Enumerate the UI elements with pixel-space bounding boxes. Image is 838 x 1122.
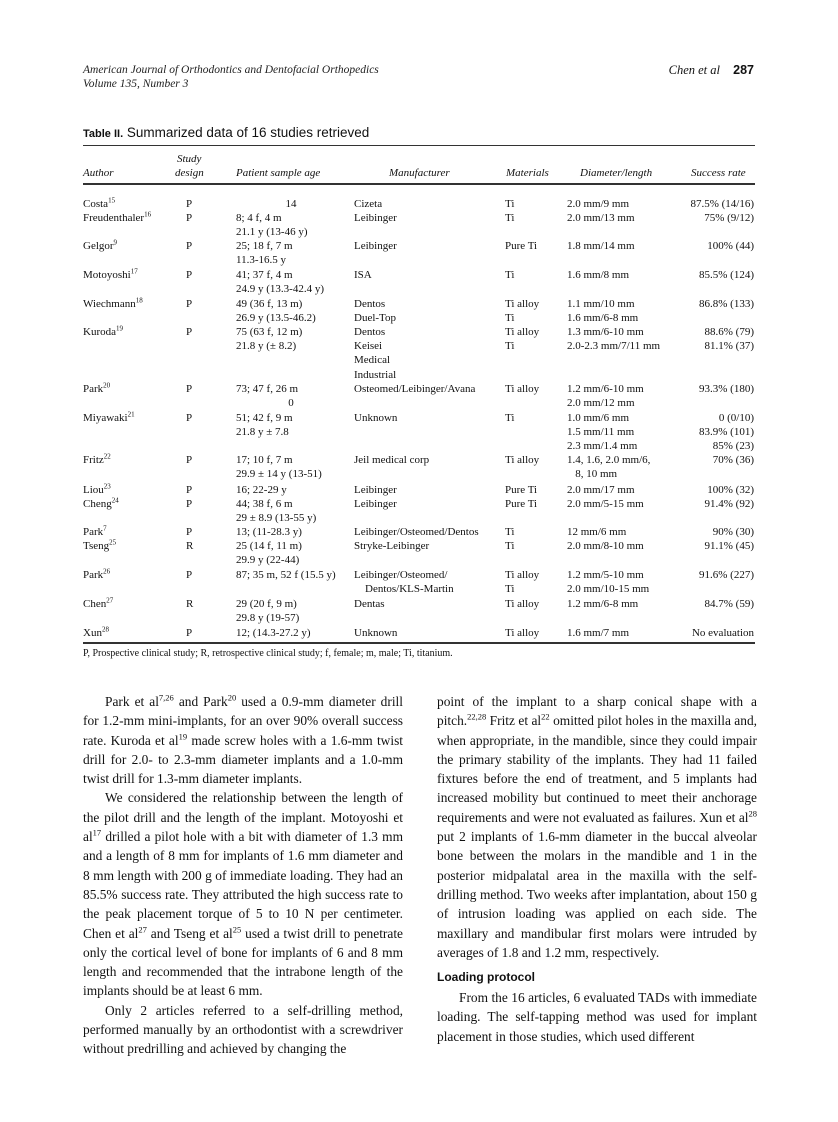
cell-materials: Ti alloy [505, 627, 540, 639]
cell-success: 83.9% (101) [699, 426, 754, 439]
cell-manufacturer: Cizeta [354, 198, 383, 210]
citation: 28 [101, 625, 109, 634]
cell-success: 90% (30) [712, 526, 754, 538]
cell-age: 17; 10 f, 7 m [236, 454, 293, 466]
cell-materials: Ti [505, 340, 515, 353]
cell-materials: Ti alloy [505, 598, 540, 610]
cell-diameter: 1.6 mm/8 mm [567, 269, 630, 281]
citation: 27 [106, 596, 114, 605]
journal-volume: Volume 135, Number 3 [83, 78, 189, 90]
paragraph: We considered the relationship between the length of the pilot drill and the length of the implant. Motoyoshi et $al^{17}$ drilled a pilot hole with a bit with diameter of 1.3 mm and a length of 8 mm for implants of 1.6 mm diameter and 8 mm length with 200 g of immediate loading. They had an 85.5% success rate. They attributed the high success rate to the peak placement torque of 5 to 10 N per centimeter. Chen et $al^{27}$ and Tseng et $al^{25}$ used a twist drill to penetrate only the cortical level of bone for implants of 6 and 8 mm length and recommended that the intrabone length of the implants should be at least 6 mm. [83, 790, 403, 999]
cell-author: Fritz$^{22}$ [83, 452, 111, 466]
cell-success: 70% (36) [712, 454, 754, 466]
cell-manufacturer: Osteomed/Leibinger/Avana [354, 383, 476, 395]
cell-age: 16; 22-29 y [236, 484, 287, 496]
citation: 15 [108, 196, 116, 205]
cell-design: P [186, 454, 193, 466]
page-number: 287 [733, 63, 754, 77]
cell-age: 11.3-16.5 y [236, 254, 287, 267]
cell-diameter: 2.3 mm/1.4 mm [567, 440, 638, 453]
cell-success: 91.4% (92) [704, 498, 754, 510]
cell-diameter: 2.0 mm/8-10 mm [567, 540, 644, 552]
table-header-rule [83, 183, 755, 185]
cell-materials: Ti alloy [505, 569, 540, 581]
citation: 22 [103, 452, 111, 461]
cell-manufacturer: Dentas [354, 598, 385, 610]
table-footnote: P, Prospective clinical study; R, retrospective clinical study; f, female; m, male; Ti, titanium. [83, 648, 453, 659]
citation: 16 [144, 210, 152, 219]
header-design-2: design [175, 167, 204, 179]
cell-age: 49 (36 f, 13 m) [236, 298, 303, 310]
cell-design: R [186, 540, 194, 552]
header-diameter: Diameter/length [580, 167, 653, 179]
cell-materials: Ti alloy [505, 298, 540, 310]
cell-materials: Ti [505, 269, 515, 281]
cell-diameter: 2.0-2.3 mm/7/11 mm [567, 340, 661, 353]
cell-author: Liou$^{23}$ [83, 482, 111, 496]
header-design-1: Study [177, 153, 202, 165]
cell-manufacturer: Leibinger [354, 484, 397, 496]
cell-design: P [186, 298, 193, 310]
cell-manufacturer: Leibinger [354, 240, 397, 252]
cell-manufacturer: Industrial [354, 368, 397, 381]
right-column [437, 692, 757, 1046]
cell-design: P [186, 326, 193, 338]
header-success: Success rate [691, 167, 746, 179]
cell-materials: Ti [505, 412, 515, 424]
cell-design: P [186, 569, 193, 581]
citation: 7 [103, 524, 107, 533]
cell-success: 87.5% (14/16) [690, 198, 754, 210]
cell-age: 8; 4 f, 4 m [236, 212, 282, 224]
cell-success: 93.3% (180) [699, 383, 754, 395]
cell-author: Gelgor$^9$ [83, 238, 118, 252]
cell-age: 44; 38 f, 6 m [236, 498, 293, 510]
cell-manufacturer: Leibinger/Osteomed/ [354, 569, 448, 581]
cell-manufacturer: Duel-Top [354, 312, 396, 325]
citation: 18 [135, 296, 143, 305]
cell-materials: Ti alloy [505, 454, 540, 466]
citation: 24 [111, 496, 119, 505]
header-age: Patient sample age [236, 167, 321, 179]
cell-manufacturer: Medical [354, 354, 391, 367]
cell-diameter: 1.1 mm/10 mm [567, 298, 635, 310]
paragraph: point of the implant to a sharp conical shape with a pitch.$^{22,28}$ Fritz et $al^{22}$ omitted pilot holes in the maxilla and, when appropriate, in the mandible, since they could impair the primary stability of the implants. They had 11 failed fixtures before the end of treatment, and 5 implants had increased mobility but continued to meet their anchorage requirements and were not evaluated as failures. Xun et $al^{28}$ put 2 implants of 1.6-mm diameter in the buccal alveolar bone between the molars in the mandible and 1 in the posterior midpalatal area in the maxilla with the self-drilling method. Two weeks after implantation, about 150 g of intrusion loading was applied on each side. The maxillary and mandibular first molars were intruded by averages of 1.8 and 1.2 mm, respectively. [437, 694, 757, 960]
cell-success: 85% (23) [712, 440, 754, 453]
cell-materials: Ti [505, 540, 515, 552]
cell-materials: Ti [505, 526, 515, 538]
citation: 19 [116, 324, 123, 333]
cell-materials: Pure Ti [505, 498, 538, 510]
citation: 22,28 [467, 711, 487, 722]
cell-age: 25; 18 f, 7 m [236, 240, 293, 252]
cell-age: 21.8 y (± 8.2) [236, 340, 297, 353]
cell-diameter: 12 mm/6 mm [567, 526, 627, 538]
cell-diameter: 1.2 mm/6-8 mm [567, 598, 639, 610]
running-head: Chen et al [668, 63, 720, 77]
cell-materials: Pure Ti [505, 240, 538, 252]
cell-author: Wiechmann$^{18}$ [83, 296, 143, 310]
header-materials: Materials [506, 167, 549, 179]
journal-title: American Journal of Orthodontics and Dentofacial Orthopedics [83, 64, 379, 76]
cell-materials: Ti [505, 212, 515, 224]
cell-success: 88.6% (79) [704, 326, 754, 338]
cell-age: 29.9 y (22-44) [236, 554, 300, 567]
citation: 28 [748, 808, 757, 819]
cell-age: 29 ± 8.9 (13-55 y) [236, 512, 317, 525]
cell-author: Chen$^{27}$ [83, 596, 114, 610]
cell-materials: Ti [505, 312, 515, 325]
section-heading: Loading protocol [437, 970, 535, 985]
cell-manufacturer: ISA [354, 269, 372, 281]
cell-diameter: 1.5 mm/11 mm [567, 426, 635, 439]
cell-diameter: 1.3 mm/6-10 mm [567, 326, 644, 338]
cell-age: 14 [285, 198, 297, 210]
cell-age: 26.9 y (13.5-46.2) [236, 312, 316, 325]
citation: 25 [232, 924, 242, 935]
cell-design: P [186, 269, 193, 281]
citation: 9 [113, 238, 118, 247]
cell-success: 81.1% (37) [704, 340, 754, 353]
cell-materials: Ti alloy [505, 383, 540, 395]
cell-diameter: 1.4, 1.6, 2.0 mm/6, [567, 454, 651, 466]
cell-success: 75% (9/12) [704, 212, 754, 224]
cell-materials: Pure Ti [505, 484, 538, 496]
cell-author: Park$^{26}$ [83, 567, 111, 581]
cell-success: 0 (0/10) [718, 412, 754, 424]
cell-diameter: 1.2 mm/5-10 mm [567, 569, 644, 581]
cell-success: 86.8% (133) [699, 298, 754, 310]
cell-author: Cheng$^{24}$ [83, 496, 119, 510]
cell-design: P [186, 627, 193, 639]
citation: 19 [178, 731, 188, 742]
cell-diameter: 2.0 mm/9 mm [567, 198, 630, 210]
cell-age: 24.9 y (13.3-42.4 y) [236, 283, 324, 296]
paragraph: From the 16 articles, 6 evaluated TADs with immediate loading. The self-tapping method was used for implant placement in those studies, which used different [437, 990, 757, 1044]
cell-manufacturer: Leibinger [354, 212, 397, 224]
cell-design: P [186, 498, 193, 510]
cell-author: Miyawaki$^{21}$ [83, 410, 135, 424]
cell-success: No evaluation [691, 627, 754, 639]
cell-design: R [186, 598, 194, 610]
cell-author: Tseng$^{25}$ [83, 538, 117, 552]
cell-manufacturer: Dentos [354, 298, 386, 310]
citation: 7,26 [158, 692, 174, 703]
left-column [83, 692, 403, 1059]
table-top-rule [83, 145, 755, 146]
cell-success: 100% (32) [707, 484, 754, 496]
header-manufacturer: Manufacturer [389, 167, 450, 179]
table-label: Table II. [83, 128, 124, 140]
cell-manufacturer: Unknown [354, 412, 398, 424]
cell-diameter: 1.6 mm/7 mm [567, 627, 630, 639]
citation: 27 [138, 924, 147, 935]
cell-design: P [186, 383, 193, 395]
table-caption [83, 125, 369, 140]
cell-design: P [186, 212, 193, 224]
cell-manufacturer: Unknown [354, 627, 398, 639]
table-title: Summarized data of 16 studies retrieved [126, 125, 370, 140]
cell-manufacturer: Leibinger [354, 498, 397, 510]
cell-diameter: 1.6 mm/6-8 mm [567, 312, 639, 325]
cell-age: 29.8 y (19-57) [236, 612, 300, 625]
cell-success: 85.5% (124) [699, 269, 754, 281]
citation: 22 [541, 711, 550, 722]
cell-age: 21.1 y (13-46 y) [236, 226, 308, 239]
cell-age: 12; (14.3-27.2 y) [236, 627, 311, 639]
cell-manufacturer: Stryke-Leibinger [354, 540, 430, 552]
paragraph: Only 2 articles referred to a self-drilling method, performed manually by an orthodontist with a screwdriver without predrilling and achieved by changing the [83, 1002, 403, 1057]
cell-diameter: 2.0 mm/10-15 mm [567, 583, 650, 596]
cell-success: 100% (44) [707, 240, 754, 252]
cell-design: P [186, 526, 193, 538]
cell-author: Motoyoshi$^{17}$ [83, 267, 138, 281]
cell-age: 29.9 ± 14 y (13-51) [236, 468, 322, 481]
cell-author: Kuroda$^{19}$ [83, 324, 123, 338]
cell-design: P [186, 198, 193, 210]
cell-manufacturer: Leibinger/Osteomed/Dentos [354, 526, 479, 538]
citation: 25 [109, 538, 117, 547]
cell-age: 75 (63 f, 12 m) [236, 326, 303, 338]
paragraph: Park et al$^{7,26}$ and Park$^{20}$ used a 0.9-mm diameter drill for 1.2-mm mini-implants, for an over 90% overall success rate. Kuroda et $al^{19}$ made screw holes with a 1.6-mm twist drill for 2.0- to 2.3-mm diameter implants and a 1.0-mm twist drill for 1.3-mm diameter implants. [83, 692, 403, 787]
cell-age: 0 [288, 397, 294, 410]
cell-materials: Ti [505, 198, 515, 210]
cell-age: 41; 37 f, 4 m [236, 269, 293, 281]
cell-author: Freudenthaler$^{16}$ [83, 210, 152, 224]
cell-success: 84.7% (59) [704, 598, 754, 610]
cell-diameter: 2.0 mm/13 mm [567, 212, 635, 224]
cell-age: 87; 35 m, 52 f (15.5 y) [236, 569, 336, 581]
cell-age: 51; 42 f, 9 m [236, 412, 293, 424]
cell-design: P [186, 412, 193, 424]
cell-success: 91.1% (45) [704, 540, 754, 552]
citation: 20 [103, 381, 111, 390]
header-author: Author [83, 167, 114, 179]
cell-materials: Ti [505, 583, 515, 596]
cell-author: Costa$^{15}$ [83, 196, 116, 210]
cell-materials: Ti alloy [505, 326, 540, 338]
cell-age: 73; 47 f, 26 m [236, 383, 299, 395]
citation: 20 [227, 692, 237, 703]
cell-age: 21.8 y ± 7.8 [236, 426, 289, 439]
cell-manufacturer: Dentos [354, 326, 386, 338]
citation: 21 [127, 410, 135, 419]
citation: 17 [92, 827, 102, 838]
cell-diameter: 1.8 mm/14 mm [567, 240, 635, 252]
cell-diameter: 2.0 mm/5-15 mm [567, 498, 644, 510]
cell-diameter: 2.0 mm/12 mm [567, 397, 635, 410]
cell-diameter: 1.2 mm/6-10 mm [567, 383, 644, 395]
cell-manufacturer: Keisei [354, 340, 383, 353]
citation: 23 [103, 482, 111, 491]
cell-author: Park$^{20}$ [83, 381, 111, 395]
cell-success: 91.6% (227) [699, 569, 754, 581]
cell-design: P [186, 484, 193, 496]
cell-manufacturer: Dentos/KLS-Martin [354, 583, 454, 596]
cell-age: 29 (20 f, 9 m) [236, 598, 297, 610]
cell-author: Park$^7$ [83, 524, 107, 538]
table-bottom-rule [83, 642, 755, 644]
cell-diameter: 2.0 mm/17 mm [567, 484, 635, 496]
citation: 26 [103, 567, 111, 576]
citation: 17 [130, 267, 138, 276]
cell-age: 25 (14 f, 11 m) [236, 540, 302, 552]
cell-author: Xun$^{28}$ [83, 625, 109, 639]
cell-diameter: 8, 10 mm [567, 468, 618, 481]
cell-design: P [186, 240, 193, 252]
cell-manufacturer: Jeil medical corp [354, 454, 430, 466]
cell-diameter: 1.0 mm/6 mm [567, 412, 630, 424]
cell-age: 13; (11-28.3 y) [236, 526, 302, 538]
